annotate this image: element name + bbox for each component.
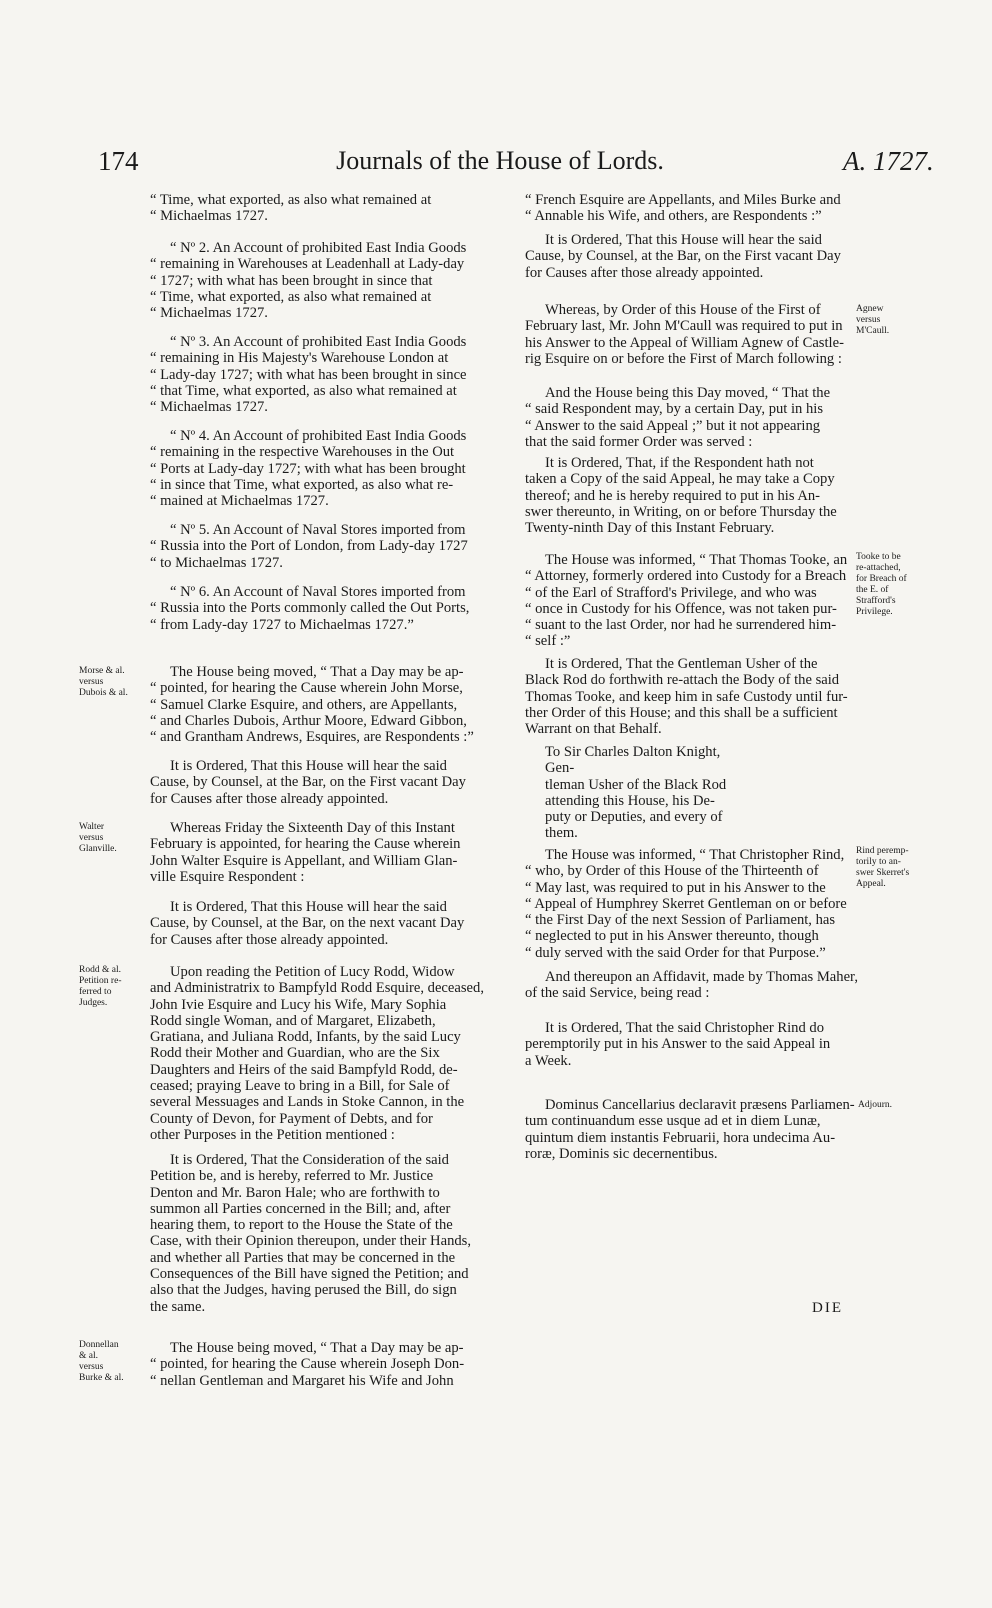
page-number: 174 xyxy=(98,146,139,176)
paragraph: It is Ordered, That this House will hear the said Cause, by Counsel, at the Bar, on the First vacant Day for Causes after those already appointed. xyxy=(150,758,466,807)
year-heading: A. 1727. xyxy=(843,146,934,176)
paragraph: The House was informed, “ That Christopher Rind, “ who, by Order of this House of the Thirteenth of “ May last, was required to put in his Answer to the “ Appeal of Humphrey Skerret Gentleman on or before “ the First Day of the next Session of Parliament, has “ neglected to put in his Answer thereunto, though “ duly served with the said Order for that Purpose.” xyxy=(525,847,847,961)
catchword: DIE xyxy=(812,1300,843,1316)
paragraph: It is Ordered, That, if the Respondent hath not taken a Copy of the said Appeal, he may take a Copy thereof; and he is hereby required to put in his An- swer thereunto, in Writing, on or before Thursday the Twenty-ninth Day of this Instant February. xyxy=(525,455,837,537)
margin-note: Morse & al. versus Dubois & al. xyxy=(79,666,128,698)
paragraph: It is Ordered, That the Consideration of the said Petition be, and is hereby, referred to Mr. Justice Denton and Mr. Baron Hale; who are forthwith to summon all Parties concerned in the Bill; and, after hearing them, to report to the House the State of the Case, with their Opinion thereupon, under their Hands, and whether all Parties that may be concerned in the Consequences of the Bill have signed the Petition; and also that the Judges, having perused the Bill, do sign the same. xyxy=(150,1152,471,1315)
paragraph: It is Ordered, That the Gentleman Usher of the Black Rod do forthwith re-attach the Body of the said Thomas Tooke, and keep him in safe Custody until fur- ther Order of this House; and this shall be a sufficient Warrant on that Behalf. xyxy=(525,656,848,738)
margin-note: Agnew versus M'Caull. xyxy=(856,304,890,336)
warrant-address: To Sir Charles Dalton Knight, Gen- tleman Usher of the Black Rod attending this House, his De- puty or Deputies, and every of them. xyxy=(545,744,727,842)
paragraph: The House being moved, “ That a Day may be ap- “ pointed, for hearing the Cause wherein Joseph Don- “ nellan Gentleman and Margaret his Wife and John xyxy=(150,1340,465,1389)
paragraph: “ Nº 6. An Account of Naval Stores imported from “ Russia into the Ports commonly called the Out Ports, “ from Lady-day 1727 to Michaelmas 1727.” xyxy=(150,584,470,633)
paragraph: “ Nº 4. An Account of prohibited East India Goods “ remaining in the respective Warehouses in the Out “ Ports at Lady-day 1727; with what has been brought “ in since that Time, what exported, as also what re- “ mained at Michaelmas 1727. xyxy=(150,428,467,510)
paragraph: Whereas, by Order of this House of the First of February last, Mr. John M'Caull was required to put in his Answer to the Appeal of William Agnew of Castle- rig Esquire on or before the First of March following : xyxy=(525,302,844,367)
paragraph: And the House being this Day moved, “ That the “ said Respondent may, by a certain Day, put in his “ Answer to the said Appeal ;” but it not appearing that the said former Order was served : xyxy=(525,385,831,450)
margin-note: Walter versus Glanville. xyxy=(79,822,117,854)
paragraph: It is Ordered, That the said Christopher Rind do peremptorily put in his Answer to the said Appeal in a Week. xyxy=(525,1020,831,1069)
paragraph: “ Nº 2. An Account of prohibited East India Goods “ remaining in Warehouses at Leadenhall at Lady-day “ 1727; with what has been brought in since that “ Time, what exported, as also what remained at “ Michaelmas 1727. xyxy=(150,240,467,322)
paragraph: “ Time, what exported, as also what remained at “ Michaelmas 1727. xyxy=(150,192,432,225)
paragraph: And thereupon an Affidavit, made by Thomas Maher, of the said Service, being read : xyxy=(525,969,858,1002)
page-title: Journals of the House of Lords. xyxy=(336,146,664,175)
paragraph: Whereas Friday the Sixteenth Day of this Instant February is appointed, for hearing the Cause wherein John Walter Esquire is Appellant, and William Glan- ville Esquire Respondent : xyxy=(150,820,461,885)
paragraph: It is Ordered, That this House will hear the said Cause, by Counsel, at the Bar, on the next vacant Day for Causes after those already appointed. xyxy=(150,899,465,948)
margin-note: Donnellan & al. versus Burke & al. xyxy=(79,1340,124,1383)
margin-note: Tooke to be re-attached, for Breach of the E. of Strafford's Privilege. xyxy=(856,552,907,617)
paragraph: Dominus Cancellarius declaravit præsens Parliamen- tum continuandum esse usque ad et in diem Lunæ, quintum diem instantis Februarii, hora undecima Au- roræ, Dominis sic decernentibus. xyxy=(525,1097,855,1162)
paragraph: The House was informed, “ That Thomas Tooke, an “ Attorney, formerly ordered into Custody for a Breach “ of the Earl of Strafford's Privilege, and who was “ once in Custody for his Offence, was not taken pur- “ suant to the last Order, nor had he surrendered him- “ self :” xyxy=(525,552,848,650)
paragraph: “ Nº 5. An Account of Naval Stores imported from “ Russia into the Port of London, from Lady-day 1727 “ to Michaelmas 1727. xyxy=(150,522,468,571)
paragraph: Upon reading the Petition of Lucy Rodd, Widow and Administratrix to Bampfyld Rodd Esquire, deceased, John Ivie Esquire and Lucy his Wife, Mary Sophia Rodd single Woman, and of Margaret, Elizabeth, Gratiana, and Juliana Rodd, Infants, by the said Lucy Rodd their Mother and Guardian, who are the Six Daughters and Heirs of the said Bampfyld Rodd, de- ceased; praying Leave to bring in a Bill, for Sale of several Messuages and Lands in Stoke Cannon, in the County of Devon, for Payment of Debts, and for other Purposes in the Petition mentioned : xyxy=(150,964,484,1143)
margin-note: Rind peremp- torily to an- swer Skerret's Appeal. xyxy=(856,846,910,889)
paragraph: The House being moved, “ That a Day may be ap- “ pointed, for hearing the Cause wherein John Morse, “ Samuel Clarke Esquire, and others, are Appellants, “ and Charles Dubois, Arthur Moore, Edward Gibbon, “ and Grantham Andrews, Esquires, are Respondents :” xyxy=(150,664,474,746)
margin-note: Rodd & al. Petition re- ferred to Judges. xyxy=(79,965,122,1008)
paragraph: “ Nº 3. An Account of prohibited East India Goods “ remaining in His Majesty's Warehouse London at “ Lady-day 1727; with what has been brought in since “ that Time, what exported, as also what remained at “ Michaelmas 1727. xyxy=(150,334,467,416)
margin-note: Adjourn. xyxy=(858,1100,893,1110)
paragraph: It is Ordered, That this House will hear the said Cause, by Counsel, at the Bar, on the First vacant Day for Causes after those already appointed. xyxy=(525,232,841,281)
paragraph: “ French Esquire are Appellants, and Miles Burke and “ Annable his Wife, and others, are Respondents :” xyxy=(525,192,841,225)
